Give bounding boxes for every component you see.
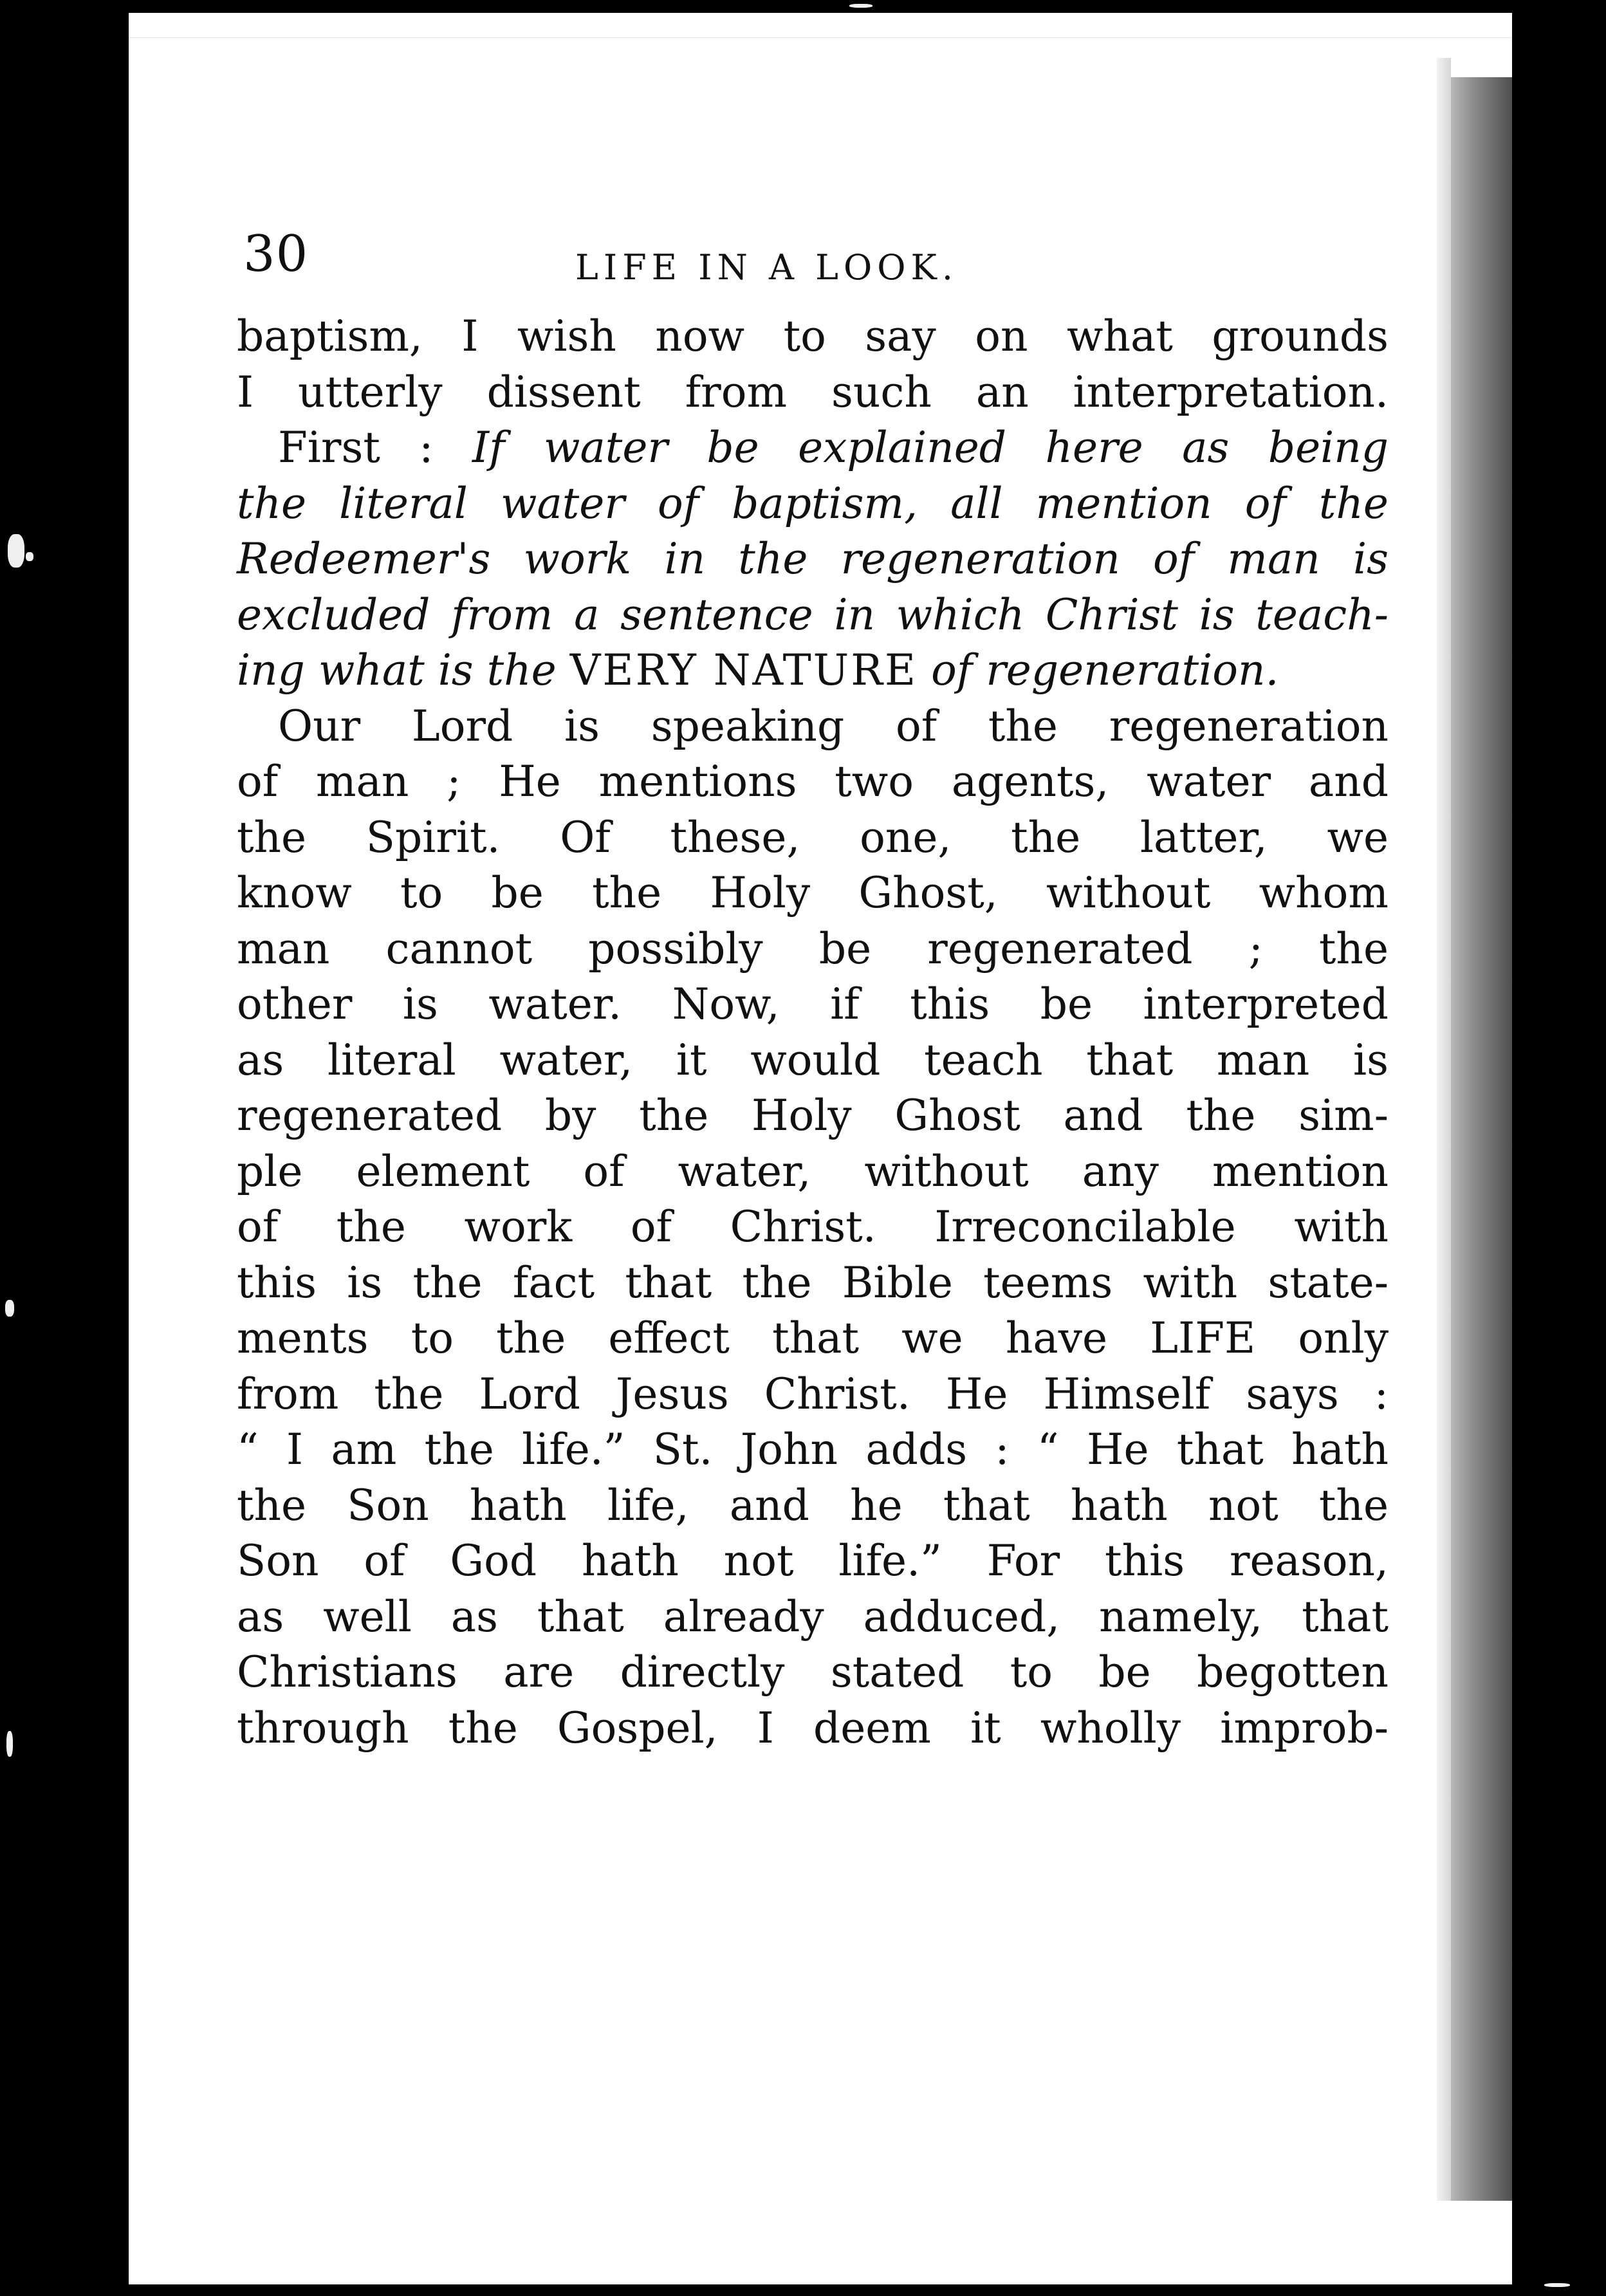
scan-speck (849, 4, 872, 8)
text-line (237, 588, 1389, 643)
text-line (237, 476, 1389, 532)
text-line (237, 1311, 1389, 1367)
text-line (237, 365, 1389, 421)
text-line (237, 1645, 1389, 1701)
text-line (237, 754, 1389, 810)
line-text: the literal water of baptism, all mention of the (237, 478, 1389, 528)
running-head (243, 225, 1157, 302)
line-text: the Spirit. Of these, one, the latter, we (237, 812, 1389, 862)
line-text: ing what is the (237, 645, 557, 695)
line-text: regenerated by the Holy Ghost and the sim- (237, 1091, 1389, 1140)
body-text (237, 309, 1389, 1756)
line-text: Christians are directly stated to be begotten (237, 1647, 1389, 1697)
text-line (237, 1144, 1389, 1200)
page-edge-shadow (1437, 58, 1451, 2201)
scan-speck (1544, 2283, 1570, 2287)
text-line (237, 1701, 1389, 1757)
line-text: man cannot possibly be regenerated ; the (237, 923, 1389, 974)
line-text: as well as that already adduced, namely, that (237, 1591, 1389, 1642)
line-tail: of regeneration. (931, 645, 1279, 695)
page-top-margin (129, 13, 1512, 38)
text-line (237, 1478, 1389, 1534)
text-line (237, 921, 1389, 977)
text-line (237, 1533, 1389, 1589)
text-line (237, 977, 1389, 1033)
page-number: 30 (243, 225, 309, 283)
line-text: of the work of Christ. Irreconcilable with (237, 1202, 1389, 1252)
line-text: excluded from a sentence in which Christ is teach- (237, 589, 1389, 640)
line-text: know to be the Holy Ghost, without whom (237, 868, 1389, 918)
line-text: from the Lord Jesus Christ. He Himself says : (237, 1369, 1389, 1419)
text-line (237, 1033, 1389, 1089)
text-line (237, 532, 1389, 588)
text-line (237, 810, 1389, 866)
line-text: other is water. Now, if this be interpreted (237, 979, 1389, 1029)
line-text: baptism, I wish now to say on what grounds (237, 311, 1389, 361)
text-line (237, 1255, 1389, 1311)
line-text: Our Lord is speaking of the regeneration (278, 701, 1389, 751)
text-line (237, 866, 1389, 921)
line-text: ple element of water, without any mention (237, 1146, 1389, 1196)
text-line (237, 309, 1389, 365)
line-text: Son of God hath not life.” For this reason, (237, 1536, 1389, 1586)
running-head-title: LIFE IN A LOOK. (575, 247, 959, 288)
text-line (237, 699, 1389, 755)
text-line (237, 1088, 1389, 1144)
line-text: I utterly dissent from such an interpretation. (237, 367, 1389, 417)
text-line (237, 1199, 1389, 1255)
scan-speck (5, 1300, 14, 1317)
line-text: as literal water, it would teach that man is (237, 1035, 1389, 1085)
text-line (237, 1422, 1389, 1478)
paragraph-lead: First : (278, 423, 472, 472)
line-text: If water be explained here as being (472, 423, 1389, 472)
line-text: “ I am the life.” St. John adds : “ He that hath (237, 1425, 1389, 1474)
line-text: of man ; He mentions two agents, water and (237, 757, 1389, 806)
text-line (237, 643, 1389, 699)
line-text: through the Gospel, I deem it wholly improb- (237, 1703, 1389, 1753)
line-text: Redeemer's work in the regeneration of man is (237, 534, 1389, 584)
text-line (237, 420, 1389, 476)
small-caps-phrase: VERY NATURE (569, 645, 918, 695)
scan-speck (6, 1731, 13, 1757)
line-text: this is the fact that the Bible teems with state- (237, 1257, 1389, 1308)
text-line (237, 1367, 1389, 1423)
page-binding-edge (1451, 77, 1512, 2201)
scan-speck (8, 534, 24, 568)
scan-speck (26, 552, 33, 561)
line-text: the Son hath life, and he that hath not the (237, 1480, 1389, 1530)
text-line (237, 1589, 1389, 1645)
line-text: ments to the effect that we have LIFE only (237, 1313, 1389, 1363)
